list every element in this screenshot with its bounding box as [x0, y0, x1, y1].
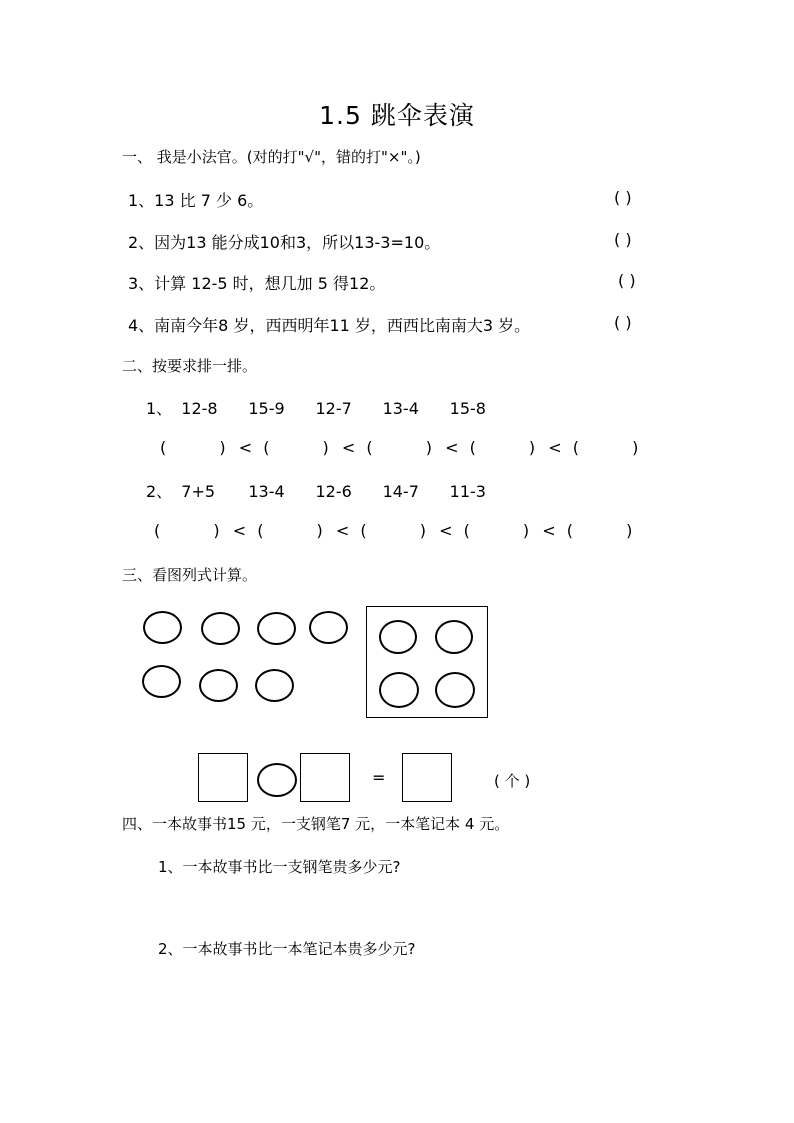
open-paren: (	[160, 438, 167, 457]
close-paren: )	[213, 521, 220, 540]
order-row-2[interactable]	[154, 521, 632, 540]
close-paren: )	[528, 438, 536, 457]
open-paren: (	[257, 521, 264, 540]
expression: 7+5	[181, 482, 216, 501]
less-than: <	[335, 521, 350, 540]
close-paren: )	[419, 521, 426, 540]
unit-label: ( 个 )	[494, 772, 531, 790]
answer-box-2[interactable]	[300, 753, 350, 802]
judge-item-4: 4、南南今年8 岁，西西明年11 岁，西西比南南大3 岁。	[128, 316, 531, 335]
boxed-circles-frame	[366, 606, 488, 718]
open-paren: (	[566, 521, 573, 540]
close-paren: )	[425, 438, 432, 457]
less-than: <	[341, 438, 356, 457]
close-paren: )	[316, 521, 323, 540]
judge-item-2: 2、因为13 能分成10和3，所以13-3=10。	[128, 233, 441, 252]
less-than: <	[542, 521, 556, 540]
circle-shape	[201, 612, 240, 645]
sequence-row-1	[146, 396, 486, 419]
open-paren: (	[572, 438, 579, 457]
open-paren: (	[366, 438, 373, 457]
close-paren: )	[522, 521, 530, 540]
circle-shape	[435, 672, 475, 708]
judge-item-1: 1、13 比 7 少 6。	[128, 191, 264, 210]
expression: 11-3	[449, 482, 486, 501]
judge-answer-3[interactable]: ( )	[618, 271, 636, 290]
judge-answer-4[interactable]: ( )	[614, 313, 632, 332]
close-paren: )	[626, 521, 633, 540]
sequence-label: 1、	[146, 399, 173, 418]
expression: 12-8	[181, 399, 218, 418]
circle-shape	[199, 669, 238, 702]
open-paren: (	[263, 438, 270, 457]
expression: 12-7	[315, 399, 352, 418]
less-than: <	[232, 521, 247, 540]
expression: 14-7	[382, 482, 419, 501]
circle-shape	[143, 611, 182, 644]
judge-answer-2[interactable]: ( )	[614, 230, 632, 249]
order-row-1[interactable]	[160, 438, 638, 457]
sequence-label: 2、	[146, 482, 173, 501]
circle-shape	[309, 611, 348, 644]
circle-shape	[435, 620, 473, 654]
word-question-1: 1、一本故事书比一支钢笔贵多少元?	[158, 858, 401, 876]
open-paren: (	[463, 521, 470, 540]
close-paren: )	[632, 438, 639, 457]
section1-heading: 一、 我是小法官。(对的打"√"，错的打"×"。)	[122, 148, 421, 166]
sequence-row-2	[146, 479, 486, 502]
less-than: <	[238, 438, 253, 457]
circle-shape	[379, 672, 419, 708]
close-paren: )	[219, 438, 226, 457]
open-paren: (	[154, 521, 161, 540]
equals-sign: =	[372, 768, 386, 787]
circle-shape	[255, 669, 294, 702]
close-paren: )	[322, 438, 329, 457]
expression: 13-4	[382, 399, 419, 418]
section2-heading: 二、按要求排一排。	[122, 357, 258, 375]
word-question-2: 2、一本故事书比一本笔记本贵多少元?	[158, 940, 416, 958]
less-than: <	[445, 438, 459, 457]
section4-heading: 四、一本故事书15 元，一支钢笔7 元，一本笔记本 4 元。	[122, 815, 510, 833]
answer-box-1[interactable]	[198, 753, 248, 802]
expression: 15-8	[449, 399, 486, 418]
open-paren: (	[469, 438, 476, 457]
circle-shape	[142, 665, 181, 698]
circle-shape	[379, 620, 417, 654]
expression: 13-4	[248, 482, 285, 501]
answer-box-3[interactable]	[402, 753, 452, 802]
circle-shape	[257, 612, 296, 645]
less-than: <	[548, 438, 562, 457]
judge-item-3: 3、计算 12-5 时，想几加 5 得12。	[128, 274, 386, 293]
judge-answer-1[interactable]: ( )	[614, 188, 632, 207]
less-than: <	[439, 521, 453, 540]
expression: 15-9	[248, 399, 285, 418]
section3-heading: 三、看图列式计算。	[122, 566, 258, 584]
operator-circle[interactable]	[257, 763, 297, 797]
expression: 12-6	[315, 482, 352, 501]
page-title: 1.5 跳伞表演	[319, 101, 475, 130]
open-paren: (	[360, 521, 367, 540]
